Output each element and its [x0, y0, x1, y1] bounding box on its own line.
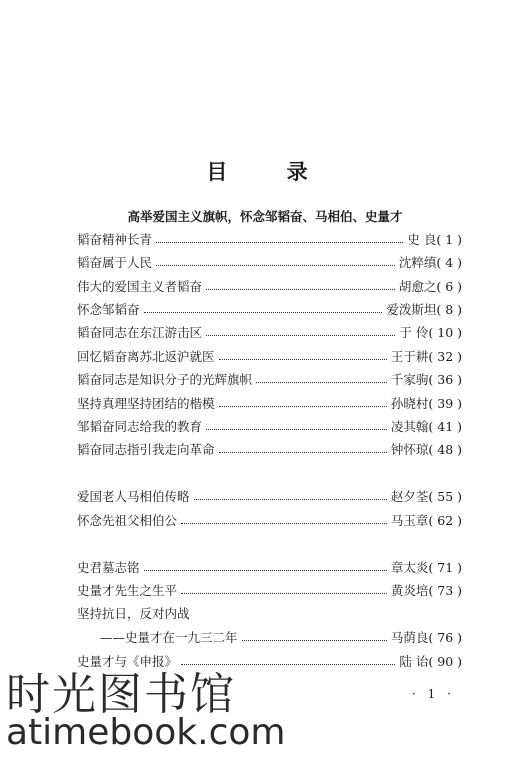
- toc-entry: [77, 603, 462, 623]
- toc-leader-dots: [256, 381, 387, 383]
- toc-entry-page: ( 76 ): [428, 629, 462, 645]
- toc-entry-author: 于 伶: [399, 325, 429, 340]
- toc-entry: [77, 557, 462, 577]
- toc-entry-title: 回忆韬奋离苏北返沪就医: [77, 349, 215, 364]
- toc-leader-dots: [206, 428, 387, 430]
- toc-leader-dots: [242, 639, 387, 641]
- toc-entry-title: 史量才先生之生平: [77, 583, 178, 598]
- toc-leader-dots: [219, 405, 387, 407]
- toc-entry-page: ( 48 ): [428, 441, 462, 457]
- toc-entry: [77, 580, 462, 600]
- toc-entry-author: 马荫良: [390, 630, 429, 645]
- toc-entry-author: 马玉章: [390, 513, 429, 528]
- toc-entry: [77, 299, 462, 319]
- toc-entry-page: ( 39 ): [428, 395, 462, 411]
- toc-entry-title: 韬奋同志指引我走向革命: [77, 442, 215, 457]
- toc-leader-dots: [219, 451, 387, 453]
- toc-leader-dots: [156, 241, 403, 243]
- toc-leader-dots: [219, 358, 387, 360]
- toc-entry: [77, 252, 462, 272]
- toc-entry: [77, 393, 462, 413]
- toc-entry-author: 孙晓村: [390, 396, 429, 411]
- toc-leader-dots: [144, 311, 383, 313]
- toc-entry-page: ( 32 ): [428, 348, 462, 364]
- toc-entry-title: 史君墓志铭: [77, 560, 140, 575]
- toc-entry-author: 章太炎: [390, 560, 429, 575]
- toc-entry-author: 胡愈之: [398, 279, 437, 294]
- toc-entry: [77, 276, 462, 296]
- toc-entry-page: ( 36 ): [428, 371, 462, 387]
- toc-leader-dots: [156, 264, 395, 266]
- toc-entry-title: 怀念先祖父相伯公: [77, 513, 178, 528]
- page-title: 目 录: [206, 159, 334, 184]
- watermark-text: 时光图书馆: [6, 669, 236, 720]
- toc-entry: [100, 627, 462, 647]
- toc-entry-page: ( 10 ): [428, 324, 462, 340]
- toc-entry: [77, 369, 462, 389]
- toc-entry-page: ( 8 ): [436, 301, 462, 317]
- page-number: · 1 ·: [412, 687, 455, 701]
- toc-entry-page: ( 90 ): [428, 653, 462, 669]
- toc-entry-title: 韬奋属于人民: [77, 255, 153, 270]
- watermark-url: atimebook.com: [6, 712, 286, 753]
- toc-leader-dots: [181, 522, 387, 524]
- toc-entry-author: 爱泼斯坦: [386, 302, 437, 317]
- toc-entry-author: 王于耕: [390, 349, 429, 364]
- toc-entry-author: 赵夕荃: [390, 489, 429, 504]
- toc-entry-author: 千家驹: [390, 372, 429, 387]
- toc-leader-dots: [206, 334, 395, 336]
- section-heading: 高举爱国主义旗帜，怀念邹韬奋、马相伯、史量才: [127, 209, 403, 224]
- toc-entry-title: 韬奋同志是知识分子的光辉旗帜: [77, 372, 253, 387]
- toc-entry-author: 沈粹缜: [398, 255, 437, 270]
- toc-entry-author: 钟怀琼: [390, 442, 429, 457]
- toc-entry: [77, 229, 462, 249]
- toc-leader-dots: [194, 498, 387, 500]
- toc-entry-title: 爱国老人马相伯传略: [77, 489, 190, 504]
- toc-leader-dots: [144, 569, 387, 571]
- toc-entry-title: 韬奋同志在东江游击区: [77, 325, 203, 340]
- toc-entry-title: 韬奋精神长青: [77, 232, 153, 247]
- toc-entry: [77, 322, 462, 342]
- toc-entry-page: ( 71 ): [428, 559, 462, 575]
- toc-entry-author: 陆 诒: [399, 654, 429, 669]
- toc-entry-page: ( 62 ): [428, 512, 462, 528]
- toc-entry-title: ——史量才在一九三二年: [100, 630, 238, 645]
- toc-entry-page: ( 55 ): [428, 488, 462, 504]
- toc-entry: [77, 416, 462, 436]
- toc-entry-title: 史量才与《申报》: [77, 654, 178, 669]
- toc-entry: [77, 486, 462, 506]
- toc-entry-title: 伟大的爱国主义者韬奋: [77, 279, 203, 294]
- toc-entry-title: 坚持真理坚持团结的楷模: [77, 396, 215, 411]
- toc-entry-page: ( 1 ): [436, 231, 462, 247]
- toc-entry-author: 凌其翰: [390, 419, 429, 434]
- toc-entry-page: ( 6 ): [436, 278, 462, 294]
- toc-leader-dots: [181, 592, 387, 594]
- toc-entry: [77, 439, 462, 459]
- toc-entry-page: ( 4 ): [436, 254, 462, 270]
- toc-entry-title: 坚持抗日，反对内战: [77, 606, 190, 621]
- toc-entry-page: ( 41 ): [428, 418, 462, 434]
- toc-entry: [77, 346, 462, 366]
- toc-entry-author: 黄炎培: [390, 583, 429, 598]
- toc-leader-dots: [206, 288, 395, 290]
- toc-entry-title: 怀念邹韬奋: [77, 302, 140, 317]
- toc-entry-author: 史 良: [407, 232, 437, 247]
- toc-entry: [77, 510, 462, 530]
- toc-entry-title: 邹韬奋同志给我的教育: [77, 419, 203, 434]
- toc-entry-page: ( 73 ): [428, 582, 462, 598]
